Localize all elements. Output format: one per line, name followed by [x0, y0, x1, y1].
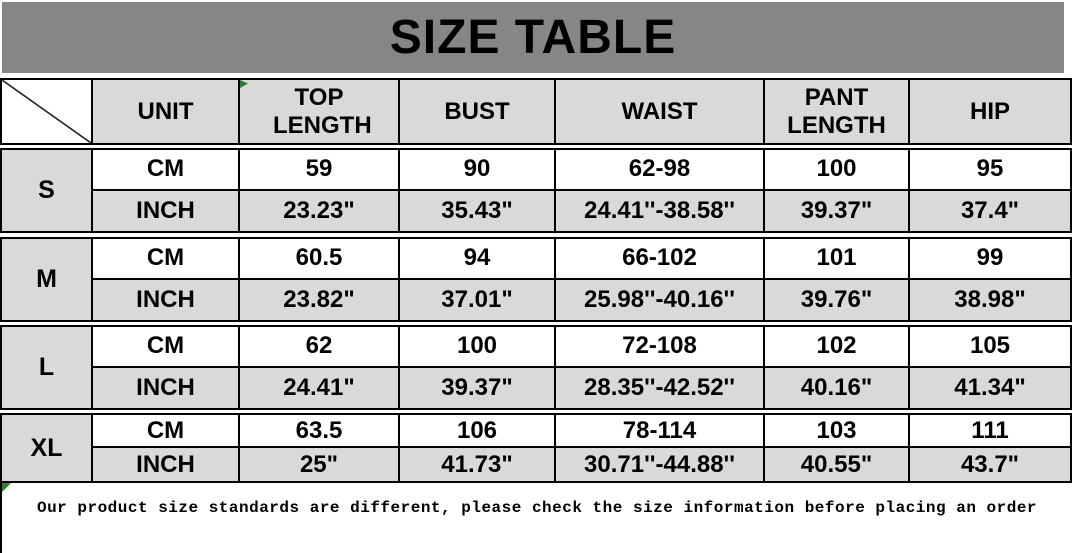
header-label: TOP LENGTH — [273, 83, 372, 139]
note-box — [0, 483, 1072, 553]
value-cell-waist: 24.41''-38.58'' — [556, 191, 765, 232]
size-group-xl — [0, 413, 1072, 483]
value-cell-pant-length: 101 — [765, 239, 910, 280]
unit-cell: INCH — [93, 280, 240, 321]
value-cell-hip: 43.7" — [910, 448, 1070, 481]
green-corner-marker-icon — [2, 483, 12, 493]
header-cell-waist: WAIST — [556, 80, 765, 143]
header-cell-pant-length — [765, 80, 910, 143]
diagonal-header-cell — [2, 80, 93, 143]
value-cell-top-length: 62 — [240, 327, 400, 368]
value-cell-waist: 72-108 — [556, 327, 765, 368]
size-group-s — [0, 148, 1072, 233]
unit-cell: INCH — [93, 448, 240, 481]
note-text: Our product size standards are different, please check the size information before placing an order — [36, 499, 1038, 517]
value-cell-waist: 66-102 — [556, 239, 765, 280]
value-cell-bust: 90 — [400, 150, 556, 191]
value-cell-pant-length: 102 — [765, 327, 910, 368]
value-cell-waist: 62-98 — [556, 150, 765, 191]
value-cell-bust: 39.37" — [400, 368, 556, 409]
value-cell-top-length: 23.82" — [240, 280, 400, 321]
unit-cell: CM — [93, 415, 240, 448]
value-cell-top-length: 63.5 — [240, 415, 400, 448]
value-cell-pant-length: 40.55" — [765, 448, 910, 481]
value-cell-waist: 78-114 — [556, 415, 765, 448]
green-flag-marker-icon — [240, 80, 249, 89]
unit-cell: INCH — [93, 191, 240, 232]
header-cell-unit: UNIT — [93, 80, 240, 143]
value-cell-bust: 100 — [400, 327, 556, 368]
value-cell-pant-length: 39.76" — [765, 280, 910, 321]
unit-cell: CM — [93, 327, 240, 368]
value-cell-top-length: 24.41" — [240, 368, 400, 409]
value-cell-bust: 41.73" — [400, 448, 556, 481]
unit-cell: CM — [93, 150, 240, 191]
value-cell-hip: 111 — [910, 415, 1070, 448]
size-group-l — [0, 325, 1072, 410]
value-cell-bust: 94 — [400, 239, 556, 280]
value-cell-pant-length: 100 — [765, 150, 910, 191]
value-cell-hip: 99 — [910, 239, 1070, 280]
header-label: PANT LENGTH — [787, 83, 886, 139]
value-cell-top-length: 60.5 — [240, 239, 400, 280]
value-cell-top-length: 59 — [240, 150, 400, 191]
header-cell-hip: HIP — [910, 80, 1070, 143]
size-label: S — [2, 150, 93, 231]
unit-cell: CM — [93, 239, 240, 280]
size-label: L — [2, 327, 93, 408]
value-cell-pant-length: 40.16" — [765, 368, 910, 409]
size-group-m — [0, 237, 1072, 322]
value-cell-bust: 37.01" — [400, 280, 556, 321]
value-cell-waist: 28.35''-42.52'' — [556, 368, 765, 409]
size-label: XL — [2, 415, 93, 481]
title-bar — [2, 2, 1064, 73]
value-cell-bust: 35.43" — [400, 191, 556, 232]
value-cell-hip: 37.4" — [910, 191, 1070, 232]
value-cell-hip: 105 — [910, 327, 1070, 368]
value-cell-waist: 25.98''-40.16'' — [556, 280, 765, 321]
value-cell-top-length: 25" — [240, 448, 400, 481]
value-cell-top-length: 23.23" — [240, 191, 400, 232]
header-cell-top-length — [240, 80, 400, 143]
value-cell-bust: 106 — [400, 415, 556, 448]
value-cell-pant-length: 103 — [765, 415, 910, 448]
table-header-row — [0, 78, 1072, 145]
size-table — [0, 78, 1072, 553]
value-cell-hip: 41.34" — [910, 368, 1070, 409]
value-cell-hip: 95 — [910, 150, 1070, 191]
unit-cell: INCH — [93, 368, 240, 409]
value-cell-hip: 38.98" — [910, 280, 1070, 321]
header-cell-bust: BUST — [400, 80, 556, 143]
value-cell-pant-length: 39.37" — [765, 191, 910, 232]
value-cell-waist: 30.71''-44.88'' — [556, 448, 765, 481]
page-title: SIZE TABLE — [389, 11, 677, 64]
size-label: M — [2, 239, 93, 320]
diagonal-line — [2, 80, 91, 143]
